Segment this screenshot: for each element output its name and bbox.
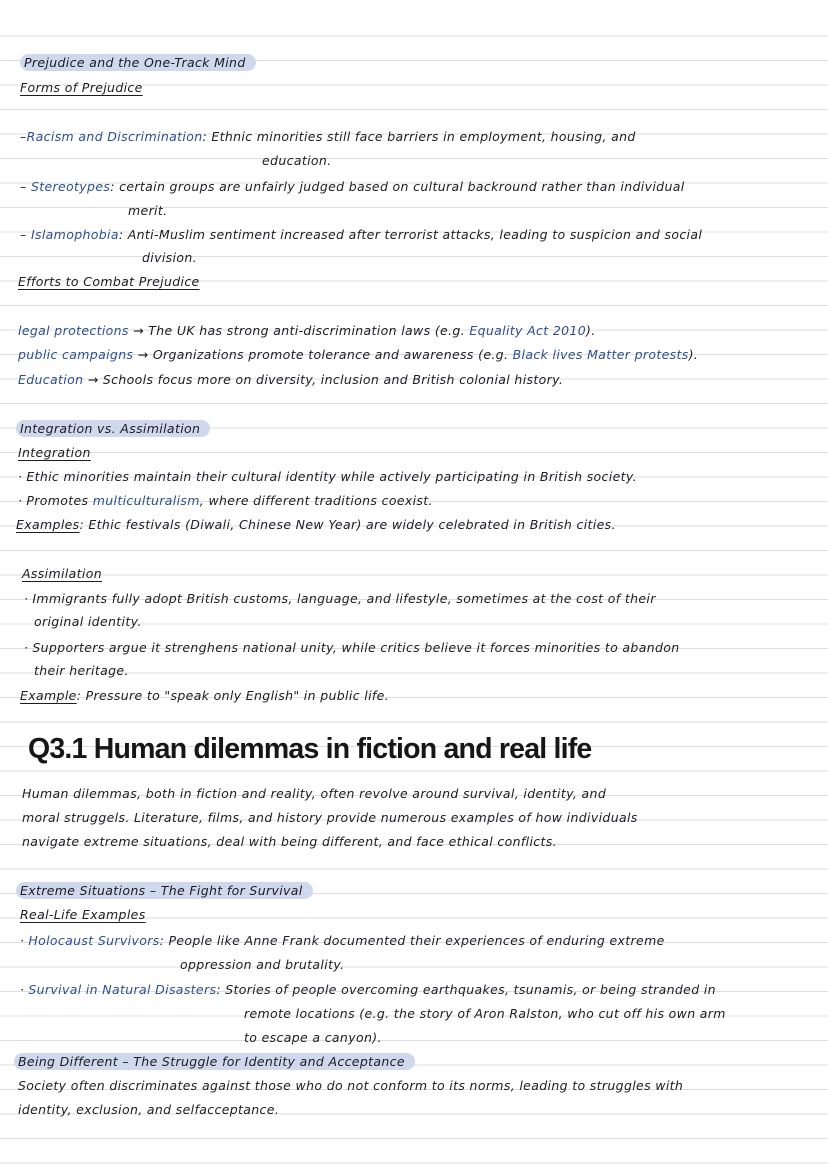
integration-point-2: · Promotes multiculturalism, where different traditions coexist. <box>18 493 433 508</box>
racism-continuation: education. <box>262 153 332 168</box>
section-heading-prejudice: Prejudice and the One-Track Mind <box>20 55 256 71</box>
public-campaigns-label: public campaigns <box>18 347 134 362</box>
stereotypes-continuation: merit. <box>128 203 168 218</box>
legal-protections-label: legal protections <box>18 323 129 338</box>
subheading-integration: Integration <box>18 445 91 460</box>
islamophobia-label: Islamophobia <box>30 227 119 242</box>
subheading-forms-of-prejudice: Forms of Prejudice <box>20 80 143 95</box>
subheading-real-life-examples: Real-Life Examples <box>20 907 146 922</box>
stereotypes-label: Stereotypes <box>30 179 111 194</box>
public-campaigns-line: public campaigns → Organizations promote tolerance and awareness (e.g. Black lives Matter protests). <box>18 347 699 362</box>
section-heading-being-different: Being Different – The Struggle for Identity and Acceptance <box>14 1054 415 1070</box>
being-different-line-1: Society often discriminates against those who do not conform to its norms, leading to struggles with <box>18 1078 684 1093</box>
racism-line: –Racism and Discrimination: Ethnic minorities still face barriers in employment, housing, and <box>20 129 636 144</box>
disasters-continuation-1: remote locations (e.g. the story of Aron Ralston, who cut off his own arm <box>244 1006 726 1021</box>
section-heading-survival: Extreme Situations – The Fight for Survival <box>16 883 313 899</box>
subheading-assimilation: Assimilation <box>22 566 102 581</box>
disasters-label: Survival in Natural Disasters <box>28 982 217 997</box>
racism-label: Racism and Discrimination <box>26 129 203 144</box>
holocaust-line: · Holocaust Survivors: People like Anne Frank documented their experiences of enduring extreme <box>20 933 665 948</box>
stereotypes-line: – Stereotypes: certain groups are unfairly judged based on cultural backround rather than individual <box>20 179 685 194</box>
islamophobia-continuation: division. <box>142 250 197 265</box>
disasters-line: · Survival in Natural Disasters: Stories of people overcoming earthquakes, tsunamis, or being stranded in <box>20 982 716 997</box>
disasters-continuation-2: to escape a canyon). <box>244 1030 382 1045</box>
integration-point-1: · Ethic minorities maintain their cultural identity while actively participating in British society. <box>18 469 637 484</box>
subheading-efforts: Efforts to Combat Prejudice <box>18 274 200 289</box>
holocaust-label: Holocaust Survivors <box>28 933 160 948</box>
education-label: Education <box>18 372 84 387</box>
holocaust-continuation: oppression and brutality. <box>180 957 345 972</box>
assimilation-point-1-continuation: original identity. <box>34 614 142 629</box>
education-line: Education → Schools focus more on diversity, inclusion and British colonial history. <box>18 372 564 387</box>
integration-examples: Examples: Ethic festivals (Diwali, Chinese New Year) are widely celebrated in British cities. <box>16 517 616 532</box>
assimilation-point-1: · Immigrants fully adopt British customs, language, and lifestyle, sometimes at the cost of their <box>24 591 656 606</box>
section-heading-integration: Integration vs. Assimilation <box>16 421 210 437</box>
section-title-q3-1: Q3.1 Human dilemmas in fiction and real life <box>28 733 592 765</box>
intro-line-2: moral struggels. Literature, films, and history provide numerous examples of how individuals <box>22 810 638 825</box>
assimilation-point-2-continuation: their heritage. <box>34 663 129 678</box>
islamophobia-line: – Islamophobia: Anti-Muslim sentiment increased after terrorist attacks, leading to suspicion and social <box>20 227 703 242</box>
being-different-line-2: identity, exclusion, and selfacceptance. <box>18 1102 280 1117</box>
intro-line-1: Human dilemmas, both in fiction and reality, often revolve around survival, identity, and <box>22 786 607 801</box>
assimilation-example: Example: Pressure to "speak only English" in public life. <box>20 688 390 703</box>
intro-line-3: navigate extreme situations, deal with being different, and face ethical conflicts. <box>22 834 557 849</box>
assimilation-point-2: · Supporters argue it strenghens national unity, while critics believe it forces minorities to abandon <box>24 640 680 655</box>
legal-protections-line: legal protections → The UK has strong anti-discrimination laws (e.g. Equality Act 2010). <box>18 323 596 338</box>
